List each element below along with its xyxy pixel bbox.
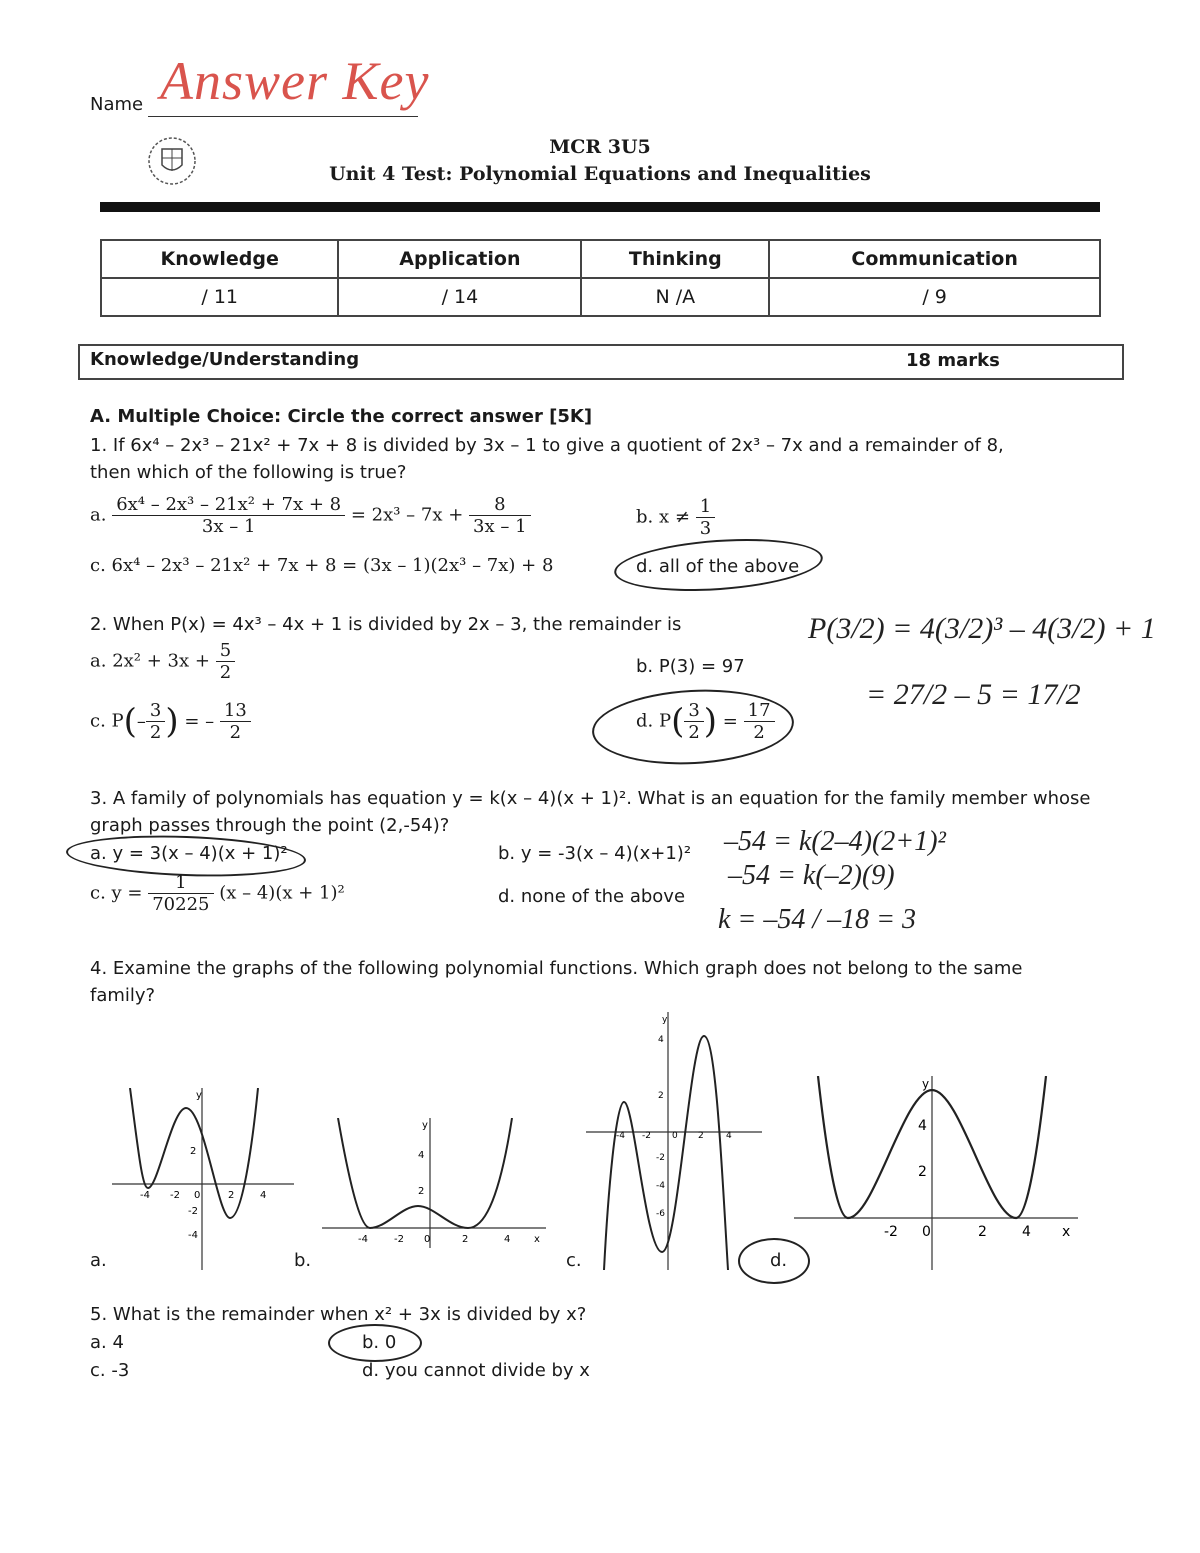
q5-stem: 5. What is the remainder when x² + 3x is divided by x? xyxy=(90,1304,587,1325)
q1-option-b: b. x ≠ $\frac{1}{3}$ xyxy=(636,496,715,539)
graph-b xyxy=(322,1118,546,1248)
q1-a-label: a. xyxy=(90,504,107,526)
graph-d-tick-x3: 2 xyxy=(978,1224,987,1240)
graph-b-tick-x5: 4 xyxy=(504,1234,511,1245)
value-communication: / 9 xyxy=(769,278,1100,316)
graph-c-tick-x5: 4 xyxy=(726,1131,732,1141)
graph-d xyxy=(794,1076,1078,1270)
graph-b-tick-y2: 2 xyxy=(418,1186,425,1197)
graph-c-label: c. xyxy=(566,1250,582,1271)
header-communication: Communication xyxy=(769,240,1100,278)
marks-table xyxy=(100,239,1101,317)
graph-b-axis-y: y xyxy=(422,1120,428,1131)
section-marks: 18 marks xyxy=(906,350,1000,371)
q3-work-line1: –54 = k(2–4)(2+1)² xyxy=(724,826,946,857)
graph-b-tick-x4: 2 xyxy=(462,1234,469,1245)
q3-work-line3: k = –54 / –18 = 3 xyxy=(718,904,916,935)
q3-option-d: d. none of the above xyxy=(498,886,686,907)
q5-option-d: d. you cannot divide by x xyxy=(362,1360,590,1381)
graph-d-tick-y2: 2 xyxy=(918,1164,927,1180)
graph-c-tick-y4: -4 xyxy=(656,1181,665,1191)
q4-stem-line1: 4. Examine the graphs of the following polynomial functions. Which graph does not belong to the same xyxy=(90,958,1023,979)
graph-d-tick-x1: -2 xyxy=(884,1224,898,1240)
q3-option-c: c. y = $\frac{1}{70225}$ (x – 4)(x + 1)² xyxy=(90,872,345,915)
graph-c-tick-x3: 0 xyxy=(672,1131,678,1141)
q2-option-a: a. 2x² + 3x + $\frac{5}{2}$ xyxy=(90,640,235,683)
q2-work-line2: = 27/2 – 5 = 17/2 xyxy=(866,678,1081,711)
graph-b-tick-x2: -2 xyxy=(394,1234,404,1245)
graph-c-tick-x4: 2 xyxy=(698,1131,704,1141)
graph-a-tick-y3: -4 xyxy=(188,1230,198,1241)
graph-d-tick-x4: 4 xyxy=(1022,1224,1031,1240)
part-a-heading: A. Multiple Choice: Circle the correct answer [5K] xyxy=(90,406,593,427)
q1-a-fraction: $\frac{\text{6x⁴ – 2x³ – 21x² + 7x + 8}}{3x - 1}$ xyxy=(112,494,345,537)
q1-stem-line1: 1. If 6x⁴ – 2x³ – 21x² + 7x + 8 is divided by 3x – 1 to give a quotient of 2x³ – 7x and a remainder of 8, xyxy=(90,435,1004,456)
q4-answer-circle xyxy=(738,1238,810,1284)
graph-c-tick-y5: -6 xyxy=(656,1209,665,1219)
q2-option-c: c. P(– $\frac{3}{2}$ ) = – $\frac{13}{2}$ xyxy=(90,700,251,743)
q5-option-c: c. -3 xyxy=(90,1360,130,1381)
value-knowledge: / 11 xyxy=(101,278,338,316)
graph-c-tick-y3: -2 xyxy=(656,1153,665,1163)
value-application: / 14 xyxy=(338,278,581,316)
course-code: MCR 3U5 xyxy=(549,136,651,158)
q2-option-d: d. P( $\frac{3}{2}$ ) = $\frac{17}{2}$ xyxy=(636,700,775,743)
title-rule xyxy=(100,202,1100,212)
graph-a-tick-x3: 0 xyxy=(194,1190,201,1201)
q1-option-c: c. 6x⁴ – 2x³ – 21x² + 7x + 8 = (3x – 1)(2x³ – 7x) + 8 xyxy=(90,555,554,576)
graph-b-label: b. xyxy=(294,1250,312,1271)
graph-b-tick-y1: 4 xyxy=(418,1150,425,1161)
q2-answer-circle xyxy=(590,685,796,769)
graph-d-label: d. xyxy=(770,1250,788,1271)
q2-work-line1: P(3/2) = 4(3/2)³ – 4(3/2) + 1 xyxy=(808,612,1156,645)
section-label: Knowledge/Understanding xyxy=(90,349,360,370)
graph-c-tick-x2: -2 xyxy=(642,1131,651,1141)
header-knowledge: Knowledge xyxy=(101,240,338,278)
graph-a-tick-y2: -2 xyxy=(188,1206,198,1217)
graph-a-label: a. xyxy=(90,1250,107,1271)
q2-option-b: b. P(3) = 97 xyxy=(636,656,745,677)
answer-key-handwriting: Answer Key xyxy=(160,51,430,111)
q1-answer-circle xyxy=(613,533,825,597)
graph-b-tick-x1: -4 xyxy=(358,1234,368,1245)
name-underline xyxy=(148,116,418,117)
q3-work-line2: –54 = k(–2)(9) xyxy=(728,860,895,891)
q3-option-a: a. y = 3(x – 4)(x + 1)² xyxy=(90,843,288,864)
graph-a-tick-y1: 2 xyxy=(190,1146,197,1157)
graph-d-axis-y: y xyxy=(922,1077,930,1091)
graph-a-tick-x4: 2 xyxy=(228,1190,235,1201)
graph-c-tick-y1: 4 xyxy=(658,1035,664,1045)
graph-d-tick-x2: 0 xyxy=(922,1224,931,1240)
graph-c xyxy=(586,1012,762,1270)
q1-option-a: a. $\frac{\text{6x⁴ – 2x³ – 21x² + 7x + 8}}{3x - 1}$ = 2x³ – 7x + $\frac{8}{3x - 1}$ xyxy=(90,494,550,537)
q1-option-d: d. all of the above xyxy=(636,556,800,577)
graph-c-tick-y2: 2 xyxy=(658,1091,664,1101)
q1-stem-line2: then which of the following is true? xyxy=(90,462,407,483)
q2-stem: 2. When P(x) = 4x³ – 4x + 1 is divided by 2x – 3, the remainder is xyxy=(90,614,682,635)
graph-b-axis-x: x xyxy=(534,1234,540,1245)
header-thinking: Thinking xyxy=(581,240,769,278)
graph-a-axis-y: y xyxy=(196,1090,202,1101)
q3-stem-line1: 3. A family of polynomials has equation y = k(x – 4)(x + 1)². What is an equation for the family member whose xyxy=(90,788,1091,809)
graph-a xyxy=(112,1088,294,1270)
q5-option-b: b. 0 xyxy=(362,1332,397,1353)
name-label: Name xyxy=(90,94,144,115)
q3-option-b: b. y = -3(x – 4)(x+1)² xyxy=(498,843,692,864)
q5-option-a: a. 4 xyxy=(90,1332,124,1353)
header-application: Application xyxy=(338,240,581,278)
graph-a-tick-x2: -2 xyxy=(170,1190,180,1201)
q3-stem-line2: graph passes through the point (2,-54)? xyxy=(90,815,450,836)
graph-a-tick-x5: 4 xyxy=(260,1190,267,1201)
graph-a-tick-x1: -4 xyxy=(140,1190,150,1201)
q1-a-remainder: $\frac{8}{3x - 1}$ xyxy=(469,494,531,537)
graph-c-axis-y: y xyxy=(662,1015,668,1025)
graph-b-tick-x3: 0 xyxy=(424,1234,431,1245)
graph-d-tick-y1: 4 xyxy=(918,1118,927,1134)
q4-stem-line2: family? xyxy=(90,985,156,1006)
graph-d-axis-x: x xyxy=(1062,1224,1071,1240)
graph-c-tick-x1: -4 xyxy=(616,1131,625,1141)
value-thinking: N /A xyxy=(581,278,769,316)
test-title: Unit 4 Test: Polynomial Equations and Inequalities xyxy=(329,163,871,185)
q5-answer-circle xyxy=(328,1324,422,1362)
